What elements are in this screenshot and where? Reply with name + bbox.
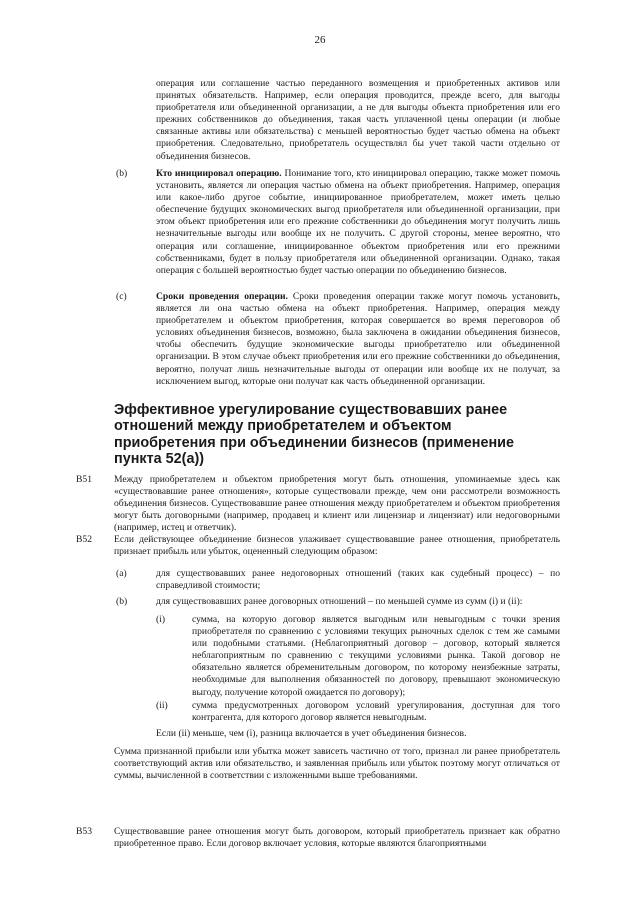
b53-label: B53 [76,826,92,837]
intro-paragraph: операция или соглашение частью переданного возмещения и приобретенных активов или принятых обязательств. Например, если операция проводится, прежде всего, для выгоды приобретателя или объединенной организации, а не для выгоды объекта приобретения или его прежних собственников до объединения, такая часть уплаченной цены операции (и любые связанные активы или обязательства) с меньшей вероятностью будет частью обмена на объект приобретения. Следовательно, приобретатель осуществлял бы учет такой части отдельно от объединения бизнесов. [156,78,560,162]
b52-b-label: (b) [116,596,128,607]
item-c-label: (c) [116,291,127,302]
b52-paragraph: Если действующее объединение бизнесов улаживает существовавшие ранее отношения, приобретатель признает прибыль или убыток, оцененный следующим образом: [114,534,560,558]
b51-label: B51 [76,474,92,485]
section-heading: Эффективное урегулирование существовавших ранее отношений между приобретателем и объектом приобретения при объединении бизнесов (применение пункта 52(а)) [114,402,515,468]
b51-paragraph: Между приобретателем и объектом приобретения могут быть отношения, упоминаемые здесь как «существовавшие ранее отношения», которые существовали прежде, чем они рассмотрели возможность объединения бизнесов. Существовавшие ранее отношения между приобретателем и объектом приобретения могут быть договорными (например, продавец и клиент или лицензиар и лицензиат) или недоговорными (например, истец и ответчик). [114,474,560,534]
item-c-title: Сроки проведения операции. [156,291,288,302]
item-b-text: Понимание того, кто инициировал операцию, также может помочь установить, является ли операция частью обмена на объект приобретения. Например, операция или какое-либо другое событие, инициированное приобретателем, может иметь целью обеспечение будущих экономических выгод приобретателя или объединенной организации, при этом объект приобретения или его прежние собственники до объединения могут получить лишь незначительные выгоды или вообще их не получить. С другой стороны, менее вероятно, что операция или соглашение, инициированное объектом приобретения или его прежними собственниками, будет в пользу приобретателя или объединенной организации. Однако, такая операция с большей вероятностью будет частью операции по объединению бизнесов. [156,168,560,276]
item-b-title: Кто инициировал операцию. [156,168,282,179]
b52-b-paragraph: для существовавших ранее договорных отношений – по меньшей сумме из сумм (i) и (ii): [156,596,523,607]
b52-a-paragraph: для существовавших ранее недоговорных отношений (таких как судебный процесс) – по справедливой стоимости; [156,568,560,592]
b52-ii-paragraph: сумма предусмотренных договором условий урегулирования, доступная для того контрагента, для которого договор является невыгодным. [192,700,560,724]
b52-if-paragraph: Если (ii) меньше, чем (i), разница включается в учет объединения бизнесов. [156,728,467,739]
item-c-paragraph [156,291,560,388]
b52-i-label: (i) [156,614,166,625]
item-b-label: (b) [116,168,128,179]
b52-ii-label: (ii) [156,700,168,711]
b52-a-label: (a) [116,568,127,579]
page-number: 26 [314,34,326,46]
b53-paragraph: Существовавшие ранее отношения могут быть договором, который приобретатель признает как обратно приобретенное право. Если договор включает условия, которые являются благоприятными [114,826,560,850]
b52-i-paragraph: сумма, на которую договор является выгодным или невыгодным с точки зрения приобретателя по сравнению с условиями текущих рыночных сделок с тем же самыми или подобными статьями. (Неблагоприятный договор – договор, который является неблагоприятным по сравнению с текущими условиями рынка. Такой договор не обязательно является обременительным договором, по которому неизбежные затраты, необходимые для выполнения обязанностей по договору, превышают экономическую выгоду, получение которой ожидается по договору); [192,614,560,698]
b52-label: B52 [76,534,92,545]
b52-closing-paragraph: Сумма признанной прибыли или убытка может зависеть частично от того, признал ли ранее приобретатель соответствующий актив или обязательство, и заявленная прибыль или убыток поэтому могут отличаться от суммы, вычисленной в соответствии с изложенными выше требованиями. [114,746,560,782]
item-b-paragraph [156,168,560,277]
item-c-text: Сроки проведения операции также могут помочь установить, является ли она частью обмена на объект приобретения. Например, операция между приобретателем и объектом приобретения, которая совершается во время переговоров об условиях объединения бизнесов, возможно, была заключена в ожидании объединения бизнесов, чтобы обеспечить будущие экономические выгоды приобретателю или объединенной организации. В этом случае объект приобретения или его прежние собственники до объединения, вероятно, получат лишь незначительные выгоды от операции или вообще их не получат, за исключением выгод, которые они получат как часть объединенной организации. [156,291,560,387]
